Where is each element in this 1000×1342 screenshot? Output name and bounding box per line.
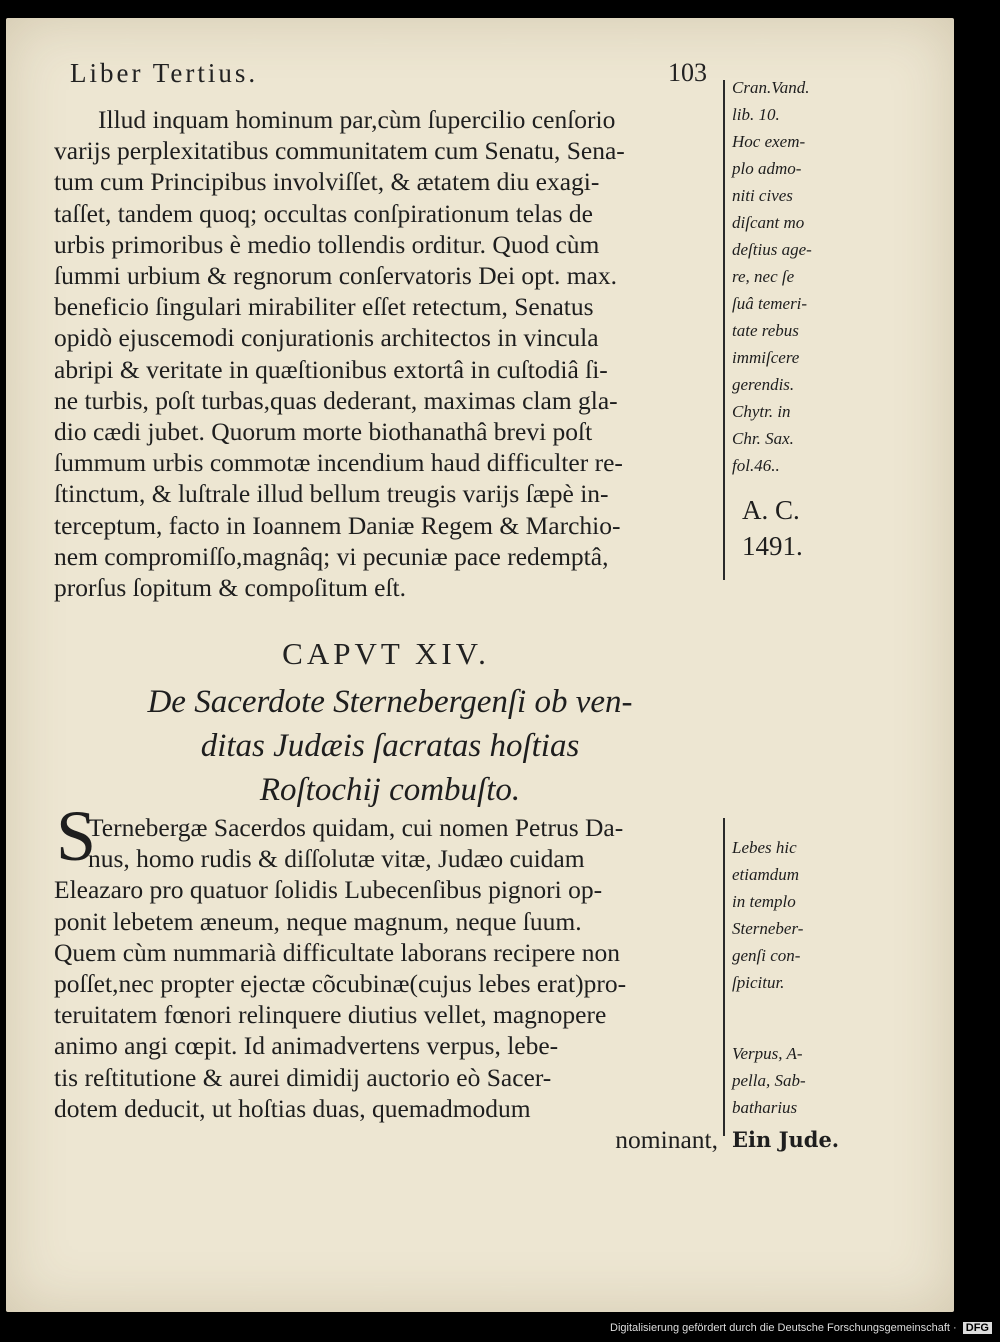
text-line: opidò ejuscemodi conjurationis architectos in vincula — [54, 323, 599, 353]
text-line: urbis primoribus è medio tollendis orditur. Quod cùm — [54, 229, 600, 259]
page-number: 103 — [668, 58, 707, 87]
text-line: ſtinctum, & luſtrale illud bellum treugis varijs ſæpè in- — [54, 479, 609, 509]
catchword: Ein Jude. — [732, 1127, 840, 1152]
margin-line: tate rebus — [732, 321, 799, 340]
margin-line: pella, Sab- — [732, 1071, 806, 1090]
chapter-title: CAPVT XIV. — [282, 636, 490, 671]
margin-line: plo admo- — [732, 159, 802, 178]
text-line: Eleazaro pro quatuor ſolidis Lubecenſibus pignori op- — [54, 875, 603, 905]
margin-line: niti cives — [732, 186, 793, 205]
text-line: dotem deducit, ut hoſtias duas, quemadmodum — [54, 1093, 531, 1123]
margin-line: immiſcere — [732, 348, 800, 367]
subtitle-line: Roſtochij combuſto. — [259, 772, 521, 808]
text-line-last: nominant, — [615, 1125, 718, 1155]
second-paragraph — [54, 812, 718, 1155]
running-title: Liber Tertius. — [70, 58, 259, 88]
text-line: teruitatem fœnori relinquere diutius vellet, magnopere — [54, 1000, 607, 1030]
margin-line: ſpicitur. — [732, 973, 785, 992]
text-line: poſſet,nec propter ejectæ cõcubinæ(cujus lebes erat)pro- — [54, 969, 627, 999]
subtitle-line: ditas Judæis ſacratas hoſtias — [200, 728, 580, 764]
margin-line: Cran.Vand. — [732, 78, 810, 97]
dfg-logo: DFG — [963, 1322, 992, 1334]
margin-line: lib. 10. — [732, 105, 780, 124]
margin-line: genſi con- — [732, 946, 801, 965]
margin-line: in templo — [732, 892, 796, 911]
digitization-footer — [610, 1322, 992, 1334]
margin-line: gerendis. — [732, 375, 795, 394]
text-line: terceptum, facto in Ioannem Daniæ Regem & Marchio- — [54, 510, 621, 540]
margin-line: re, nec ſe — [732, 267, 795, 286]
text-line: tum cum Principibus involviſſet, & ætatem diu exagi- — [54, 167, 600, 197]
margin-line: deſtius age- — [732, 240, 812, 259]
margin-line: ſuâ temeri- — [732, 294, 808, 313]
text-line: ſummum urbis commotæ incendium haud difficulter re- — [54, 448, 623, 478]
footer-text: Digitalisierung gefördert durch die Deutsche Forschungsgemeinschaft · — [610, 1322, 957, 1334]
text-line: animo angi cœpit. Id animadvertens verpus, lebe- — [54, 1031, 559, 1061]
text-line: Illud inquam hominum par,cùm ſupercilio cenſorio — [98, 105, 616, 134]
text-line: prorſus ſopitum & compoſitum eſt. — [54, 573, 407, 603]
margin-line: diſcant mo — [732, 213, 805, 232]
text-line: nus, homo rudis & diſſolutæ vitæ, Judæo cuidam — [88, 844, 585, 874]
margin-rule-bottom — [723, 818, 725, 1136]
margin-note-lebes — [732, 834, 844, 996]
text-line: ne turbis, poſt turbas,quas dederant, maximas clam gla- — [54, 385, 618, 415]
margin-note-verpus — [732, 1040, 844, 1121]
text-line: nem compromiſſo,magnâq; vi pecuniæ pace redemptâ, — [54, 541, 609, 571]
margin-line: Chytr. in — [732, 402, 791, 421]
margin-line: Chr. Sax. — [732, 429, 794, 448]
text-line: dio cædi jubet. Quorum morte biothanathâ brevi poſt — [54, 417, 593, 447]
year-label: A. C. — [742, 495, 800, 525]
text-line: ponit lebetem æneum, neque magnum, neque ſuum. — [54, 906, 582, 936]
text-line: abripi & veritate in quæſtionibus extortâ in cuſtodiâ ſi- — [54, 354, 608, 384]
year-value: 1491. — [742, 531, 803, 561]
margin-note-cranzius — [732, 74, 844, 479]
text-line: varijs perplexitatibus communitatem cum Senatu, Sena- — [54, 136, 625, 166]
text-line: beneficio ſingulari mirabiliter eſſet retectum, Senatus — [54, 292, 594, 322]
margin-rule-top — [723, 80, 725, 580]
margin-year — [742, 492, 803, 564]
subtitle-line: De Sacerdote Sternebergenſi ob ven- — [147, 684, 633, 720]
text-line: Ternebergæ Sacerdos quidam, cui nomen Petrus Da- — [88, 813, 624, 842]
top-paragraph — [54, 104, 718, 603]
chapter-subtitle — [70, 680, 710, 812]
margin-line: Lebes hic — [732, 838, 797, 857]
drop-cap: S — [56, 796, 97, 876]
text-line: ſummi urbium & regnorum conſervatoris Dei opt. max. — [54, 261, 618, 291]
margin-line: Verpus, A- — [732, 1044, 803, 1063]
text-line: Quem cùm nummarià difficultate laborans recipere non — [54, 937, 620, 967]
text-line: tis reſtitutione & aurei dimidij auctorio eò Sacer- — [54, 1062, 552, 1092]
margin-line: batharius — [732, 1098, 798, 1117]
text-line: taſſet, tandem quoq; occultas conſpirationum telas de — [54, 198, 593, 228]
margin-line: Sterneber- — [732, 919, 804, 938]
margin-line: etiamdum — [732, 865, 800, 884]
margin-line: Hoc exem- — [732, 132, 806, 151]
margin-line: fol.46.. — [732, 456, 780, 475]
